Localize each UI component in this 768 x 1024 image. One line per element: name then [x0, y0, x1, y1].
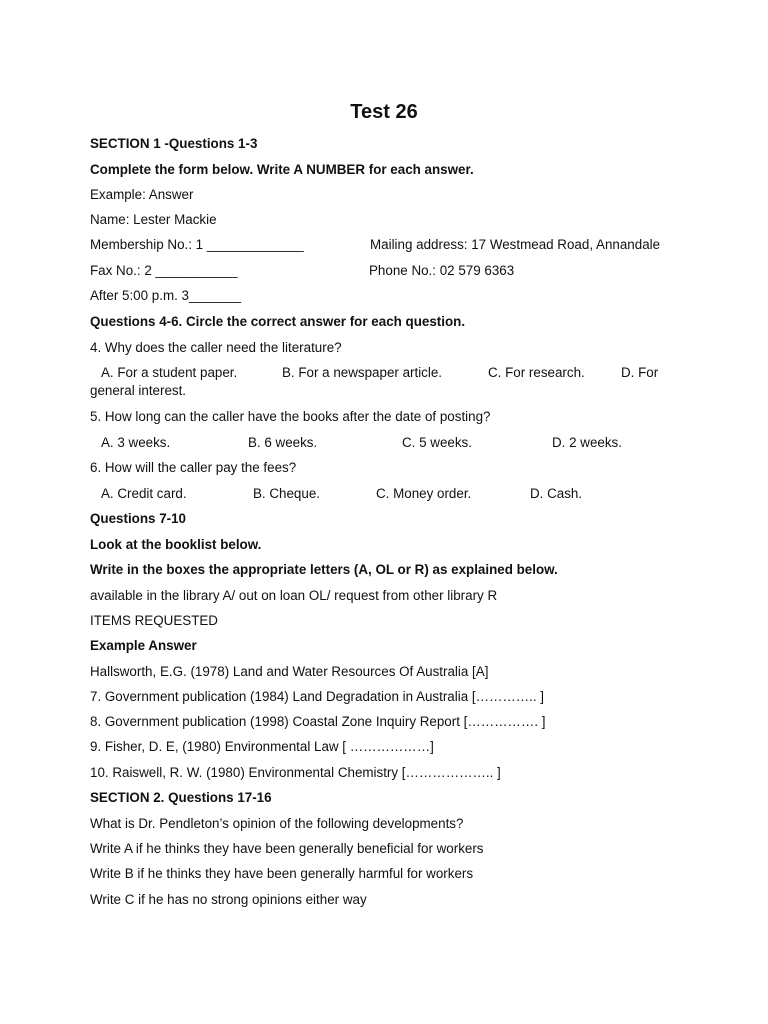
booklist-instruction: Look at the booklist below.	[90, 537, 262, 552]
q6-option-b: B. Cheque.	[253, 486, 320, 501]
form-name: Name: Lester Mackie	[90, 212, 217, 227]
example-answer-label: Example Answer	[90, 638, 197, 653]
questions-4-6-heading: Questions 4-6. Circle the correct answer for each question.	[90, 314, 466, 329]
example-item: Hallsworth, E.G. (1978) Land and Water Resources Of Australia [A]	[90, 664, 489, 679]
question-5: 5. How long can the caller have the books after the date of posting?	[90, 409, 491, 424]
section2-option-c: Write C if he has no strong opinions either way	[90, 892, 367, 907]
q5-option-a: A. 3 weeks.	[101, 435, 171, 450]
form-phone: Phone No.: 02 579 6363	[369, 263, 515, 278]
q4-option-c: C. For research.	[488, 365, 585, 380]
form-after-5pm: After 5:00 p.m. 3_______	[90, 288, 242, 303]
q4-option-a: A. For a student paper.	[101, 365, 238, 380]
form-fax: Fax No.: 2 ___________	[90, 263, 238, 278]
boxes-instruction: Write in the boxes the appropriate letters (A, OL or R) as explained below.	[90, 562, 558, 577]
question-6: 6. How will the caller pay the fees?	[90, 460, 297, 475]
q4-option-d-continued: general interest.	[90, 383, 187, 398]
q5-option-c: C. 5 weeks.	[402, 435, 472, 450]
form-membership: Membership No.: 1 _____________	[90, 237, 304, 252]
q6-option-c: C. Money order.	[376, 486, 472, 501]
form-example: Example: Answer	[90, 187, 194, 202]
q4-option-b: B. For a newspaper article.	[282, 365, 443, 380]
q6-option-d: D. Cash.	[530, 486, 583, 501]
section1-heading: SECTION 1 -Questions 1-3	[90, 136, 258, 151]
section1-instruction: Complete the form below. Write A NUMBER for each answer.	[90, 162, 474, 177]
section2-intro: What is Dr. Pendleton’s opinion of the following developments?	[90, 816, 464, 831]
q6-option-a: A. Credit card.	[101, 486, 187, 501]
question-10: 10. Raiswell, R. W. (1980) Environmental Chemistry [……………….. ]	[90, 765, 501, 780]
question-7: 7. Government publication (1984) Land Degradation in Australia [………….. ]	[90, 689, 545, 704]
question-8: 8. Government publication (1998) Coastal Zone Inquiry Report [……………. ]	[90, 714, 546, 729]
q4-option-d: D. For	[621, 365, 659, 380]
section2-option-a: Write A if he thinks they have been generally beneficial for workers	[90, 841, 484, 856]
letter-legend: available in the library A/ out on loan OL/ request from other library R	[90, 588, 498, 603]
question-4: 4. Why does the caller need the literature?	[90, 340, 342, 355]
document-title: Test 26	[350, 101, 418, 123]
question-9: 9. Fisher, D. E, (1980) Environmental Law [ ………………]	[90, 739, 434, 754]
section2-option-b: Write B if he thinks they have been generally harmful for workers	[90, 866, 474, 881]
items-requested-label: ITEMS REQUESTED	[90, 613, 218, 628]
q5-option-d: D. 2 weeks.	[552, 435, 622, 450]
section2-heading: SECTION 2. Questions 17-16	[90, 790, 272, 805]
form-mailing-address: Mailing address: 17 Westmead Road, Annandale	[370, 237, 661, 252]
q5-option-b: B. 6 weeks.	[248, 435, 318, 450]
questions-7-10-heading: Questions 7-10	[90, 511, 186, 526]
